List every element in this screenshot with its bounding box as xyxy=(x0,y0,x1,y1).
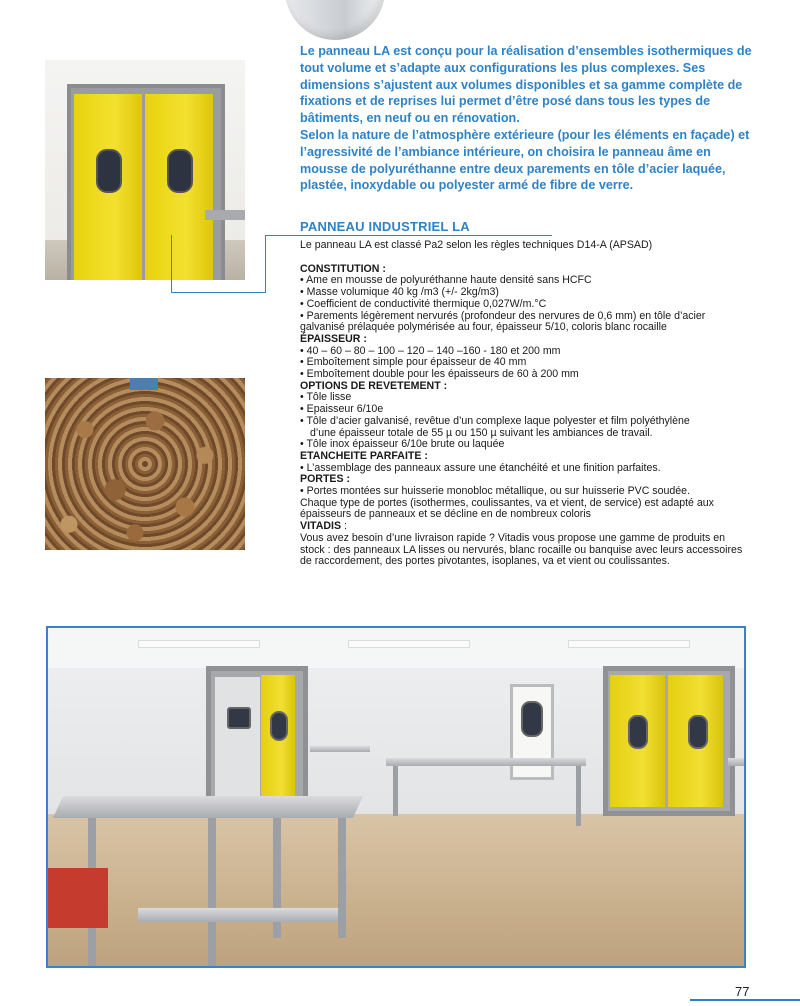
page-rule xyxy=(690,999,800,1001)
room-floor xyxy=(48,814,744,966)
connector-line xyxy=(171,235,172,293)
constitution-item: • Ame en mousse de polyuréthanne haute densité sans HCFC xyxy=(300,274,592,287)
steel-table xyxy=(205,210,245,220)
portes-item: Chaque type de portes (isothermes, coulissantes, va et vient, de service) est adapté aux épaisseurs de panneaux et se décline en de nombreux coloris xyxy=(300,496,714,521)
door-window xyxy=(96,149,122,193)
red-crate xyxy=(48,868,108,928)
intro-paragraph-1: Le panneau LA est conçu pour la réalisation d’ensembles isothermiques de tout volume et s’adapte aux configurations les plus complexes. Ses dimensions s’ajustent aux volumes disponibles et sa gamme complète de fixations et de reprises lui permet d’être posé dans tous les types de bâtiments, en neuf ou en rénovation. xyxy=(300,44,752,126)
door-window xyxy=(167,149,193,193)
body-text xyxy=(300,240,750,568)
vitadis-heading: VITADIS xyxy=(300,520,342,533)
revetement-item: • Tôle inox épaisseur 6/10e brute ou laquée xyxy=(300,438,505,451)
ceiling-light xyxy=(348,640,470,648)
photo-mushrooms xyxy=(45,378,245,550)
door-window xyxy=(270,711,288,741)
steel-table xyxy=(310,746,370,752)
section-rule xyxy=(265,235,552,236)
constitution-heading: CONSTITUTION : xyxy=(300,262,386,275)
revetement-item: • Epaisseur 6/10e xyxy=(300,403,384,416)
door-window xyxy=(688,715,708,749)
door-window xyxy=(227,707,251,729)
constitution-item: • Masse volumique 40 kg /m3 (+/- 2kg/m3) xyxy=(300,286,499,299)
epaisseur-item: • Emboîtement simple pour épaisseur de 40 mm xyxy=(300,356,527,369)
classification-text: Le panneau LA est classé Pa2 selon les règles techniques D14-A (APSAD) xyxy=(300,239,653,251)
vitadis-heading-suffix: : xyxy=(341,520,347,533)
left-door-frame xyxy=(206,666,308,806)
table-leg xyxy=(208,818,216,968)
constitution-item: • Coefficient de conductivité thermique 0,027W/m.°C xyxy=(300,297,547,310)
blue-object xyxy=(130,378,158,390)
connector-line xyxy=(171,292,265,293)
table-leg xyxy=(576,766,581,826)
epaisseur-item: • Emboîtement double pour les épaisseurs de 60 à 200 mm xyxy=(300,368,579,381)
ceiling-light xyxy=(138,640,260,648)
yellow-door-right xyxy=(668,675,723,807)
table-leg xyxy=(338,818,346,938)
door-frame xyxy=(67,84,225,280)
revetement-item: • Tôle d’acier galvanisé, revêtue d’un complexe laque polyester et film polyéthylène xyxy=(300,414,690,427)
photo-cold-room xyxy=(46,626,746,968)
door-window xyxy=(628,715,648,749)
room-ceiling xyxy=(48,628,744,668)
etancheite-item: • L’assemblage des panneaux assure une étanchéité et une finition parfaites. xyxy=(300,461,661,474)
epaisseur-heading: ÉPAISSEUR : xyxy=(300,332,367,345)
table-leg xyxy=(393,766,398,816)
portes-item: • Portes montées sur huisserie monobloc métallique, ou sur huisserie PVC soudée. xyxy=(300,485,690,498)
left-door xyxy=(74,94,142,280)
right-door xyxy=(145,94,213,280)
yellow-door xyxy=(261,675,295,797)
connector-line xyxy=(265,235,266,293)
steel-table xyxy=(386,758,586,766)
ceiling-light xyxy=(568,640,690,648)
etancheite-heading: ETANCHEITE PARFAITE : xyxy=(300,449,428,462)
epaisseur-item: • 40 – 60 – 80 – 100 – 120 – 140 –160 - 180 et 200 mm xyxy=(300,344,561,357)
revetement-item: d’une épaisseur totale de 55 µ ou 150 µ suivant les ambiances de travail. xyxy=(310,426,653,439)
intro-paragraph-2: Selon la nature de l’atmosphère extérieure (pour les éléments en façade) et l’agressivité de l’ambiance intérieure, on choisira le panneau âme en mousse de polyuréthanne entre deux parements en tôle d’acier laquée, plastée, inoxydable ou polyester armé de fibre de verre. xyxy=(300,127,750,193)
photo-yellow-doors xyxy=(45,60,245,280)
constitution-item: • Parements légèrement nervurés (profondeur des nervures de 0,6 mm) en tôle d’acier galvanisé prélaquée polymérisée au four, épaisseur 5/10, coloris blanc rocaille xyxy=(300,309,706,334)
top-cylinder-graphic xyxy=(285,0,385,40)
right-door-frame xyxy=(603,666,735,816)
portes-heading: PORTES : xyxy=(300,473,351,486)
door-window xyxy=(521,701,543,737)
intro-text xyxy=(300,43,760,194)
front-steel-table xyxy=(53,796,363,818)
steel-table xyxy=(728,758,746,766)
vitadis-text: Vous avez besoin d’une livraison rapide ? Vitadis vous propose une gamme de produits en stock : des panneaux LA lisses ou nervurés, blanc rocaille ou banquise avec leurs accessoires de raccordement, des portes pivotantes, isoplanes, va et vient ou coulissantes. xyxy=(300,531,743,568)
revetement-heading: OPTIONS DE REVETEMENT : xyxy=(300,379,448,392)
revetement-item: • Tôle lisse xyxy=(300,391,352,404)
page-number: 77 xyxy=(735,984,750,999)
yellow-door-left xyxy=(610,675,665,807)
section-title: PANNEAU INDUSTRIEL LA xyxy=(300,219,470,234)
table-shelf xyxy=(138,908,338,922)
roll-door xyxy=(215,677,260,797)
